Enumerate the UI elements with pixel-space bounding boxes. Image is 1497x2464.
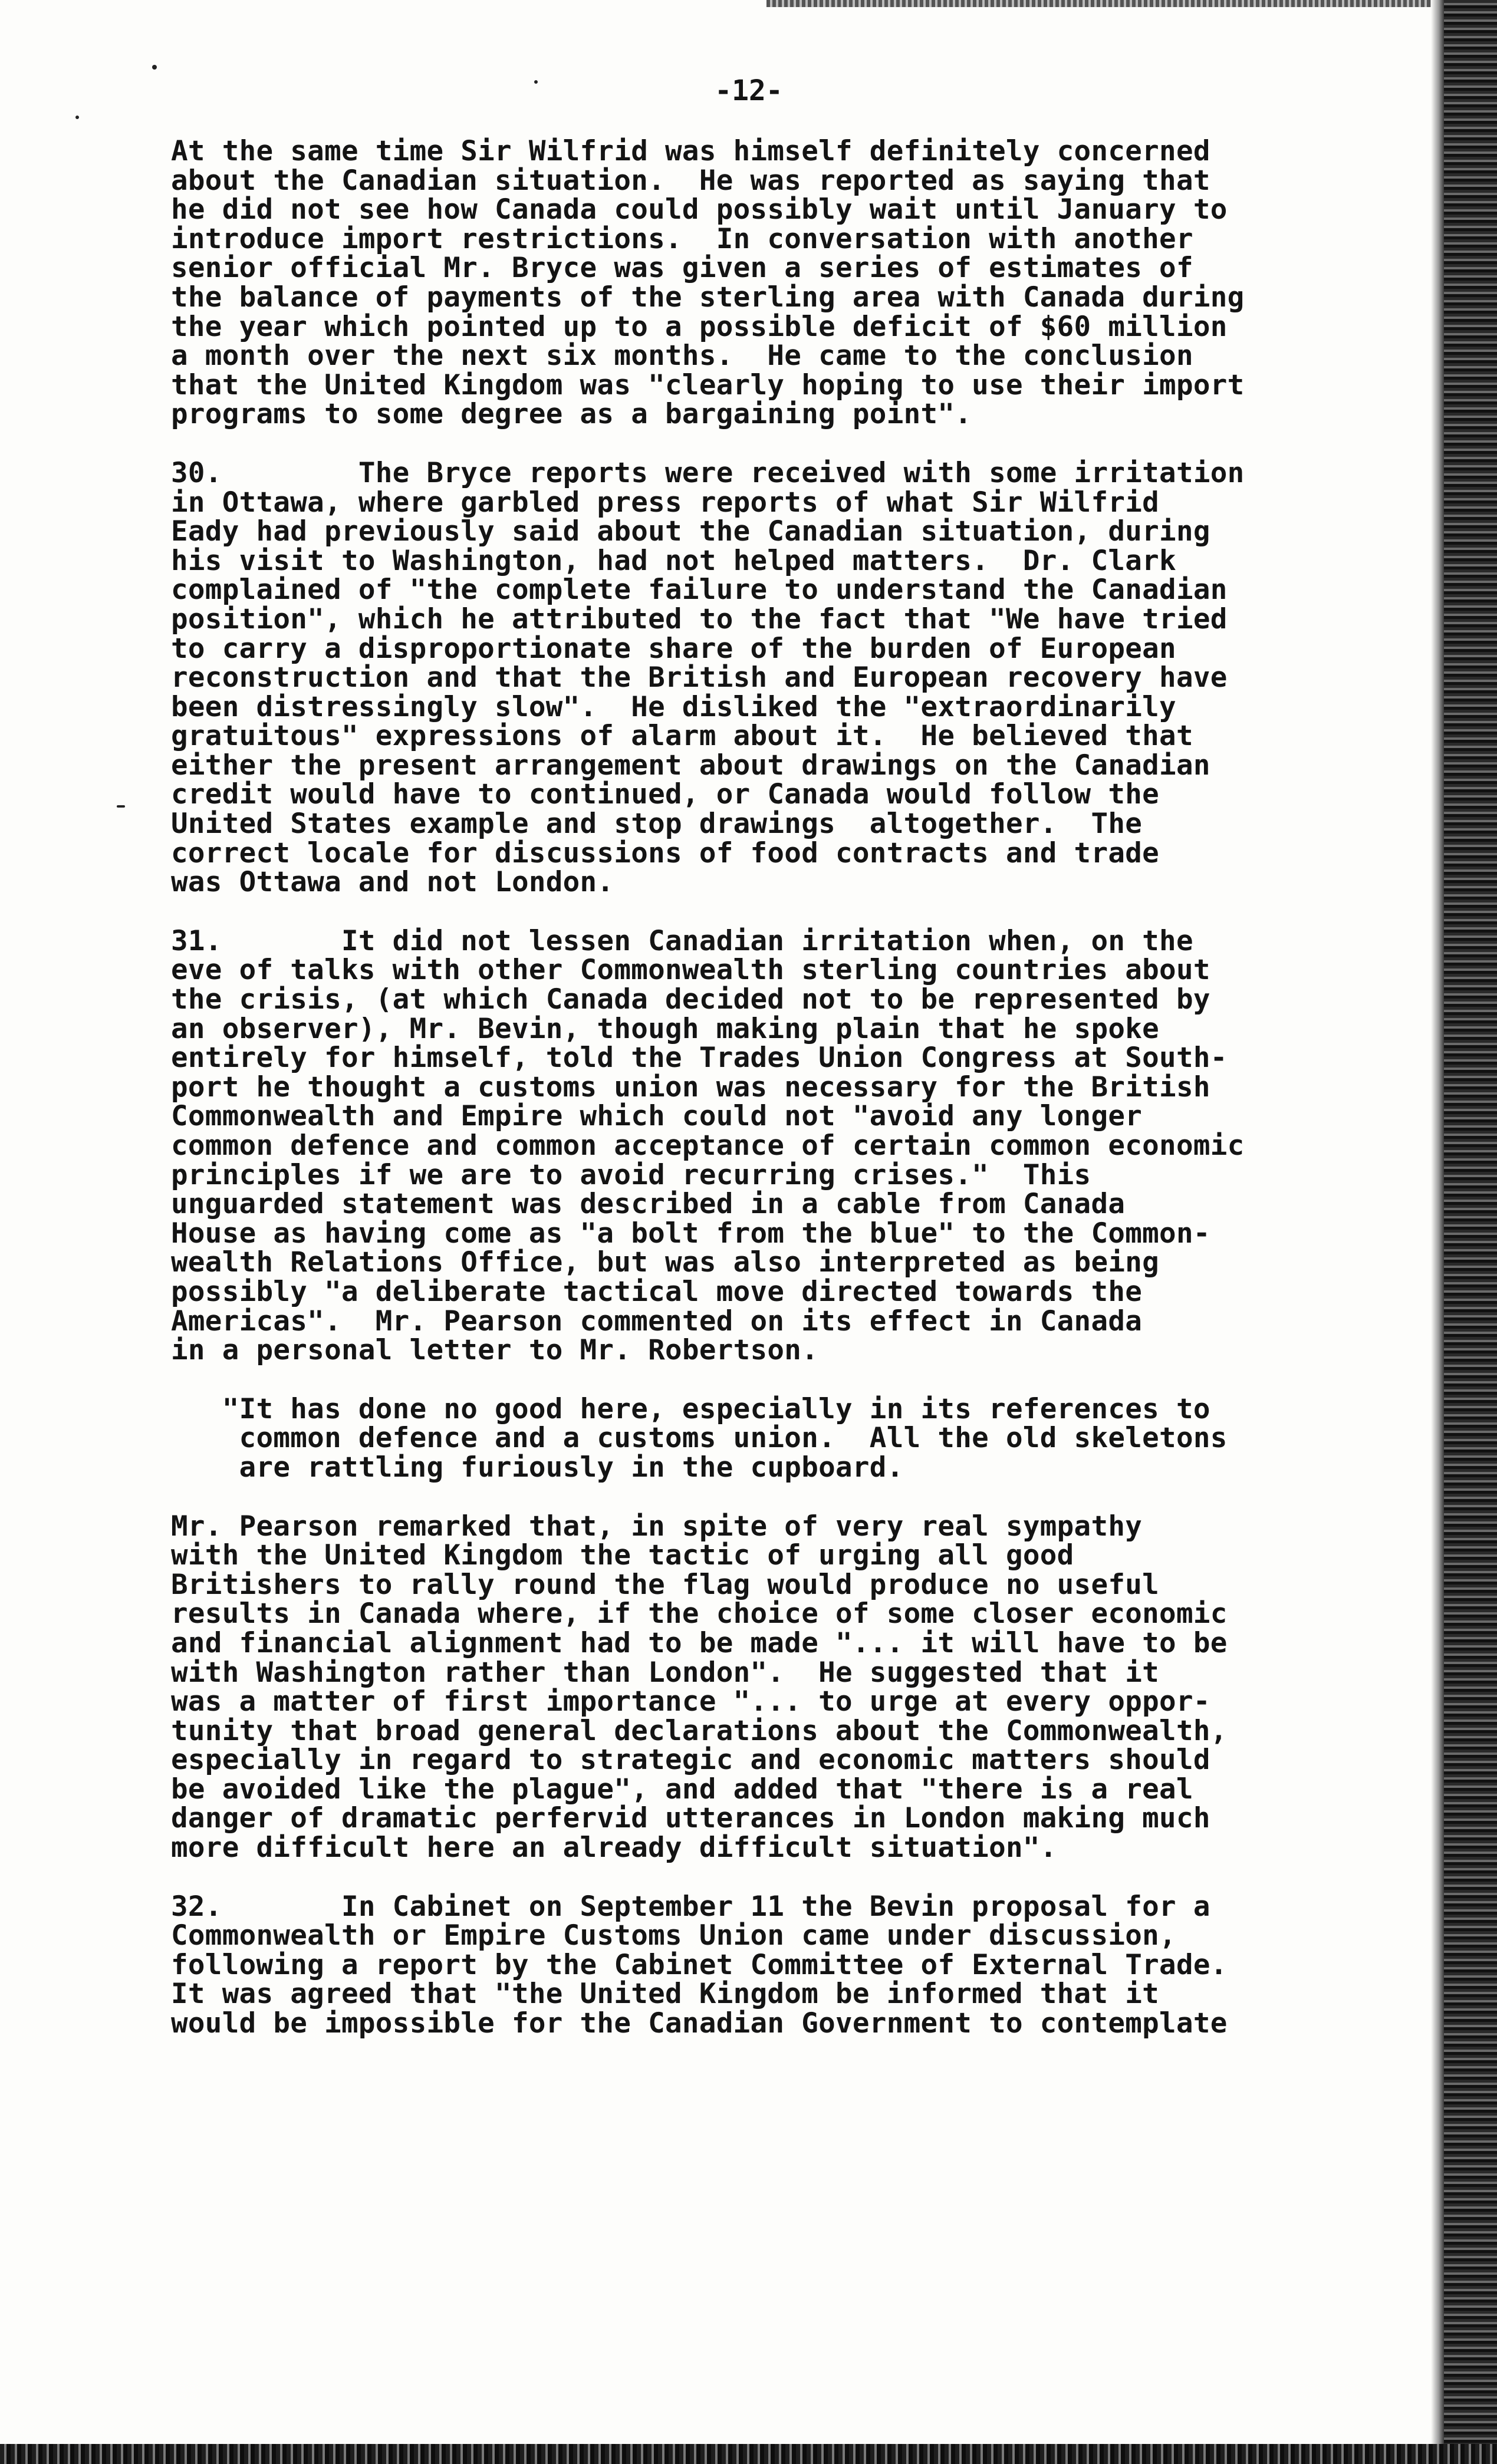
scan-speck: [534, 80, 538, 84]
paragraph-pearson: Mr. Pearson remarked that, in spite of very real sympathy with the United Kingdom the tactic of urging all good Britishers to rally round the flag would produce no useful results in Canada where, if the choice of some closer economic and financial alignment had to be made "... it will have to be with Washington rather than London". He suggested that it was a matter of first importance "... to urge at every oppor- tunity that broad general declarations about the Commonwealth, especially in regard to strategic and economic matters should be avoided like the plague", and added that "there is a real danger of dramatic perfervid utterances in London making much more difficult here an already difficult situation".: [171, 1510, 1228, 1865]
document-body: [171, 137, 1327, 2038]
scan-speck: [152, 65, 157, 70]
paragraph-31: 31. It did not lessen Canadian irritation when, on the eve of talks with other Commonwealth sterling countries about the crisis, (at which Canada decided not to be represented by an observer), Mr. Bevin, though making plain that he spoke entirely for himself, told the Trades Union Congress at South- port he thought a customs union was necessary for the British Commonwealth and Empire which could not "avoid any longer common defence and common acceptance of certain common economic principles if we are to avoid recurring crises." This unguarded statement was described in a cable from Canada House as having come as "a bolt from the blue" to the Common- wealth Relations Office, but was also interpreted as being possibly "a deliberate tactical move directed towards the Americas". Mr. Pearson commented on its effect in Canada in a personal letter to Mr. Robertson.: [171, 924, 1245, 1367]
block-quote: "It has done no good here, especially in its references to common defence and a customs union. All the old skeletons are rattling furiously in the cupboard.: [222, 1392, 1228, 1484]
scan-right-edge: [1444, 0, 1497, 2464]
scan-right-shadow: [1431, 0, 1444, 2464]
scan-speck: [75, 116, 79, 119]
scan-speck: [117, 805, 125, 808]
scan-top-edge: [766, 0, 1497, 7]
paragraph-32: 32. In Cabinet on September 11 the Bevin proposal for a Commonwealth or Empire Customs Union came under discussion, following a report by the Cabinet Committee of External Trade. It was agreed that "the United Kingdom be informed that it would be impossible for the Canadian Government to contemplate: [171, 1890, 1228, 2040]
paragraph-29: At the same time Sir Wilfrid was himself definitely concerned about the Canadian situation. He was reported as saying that he did not see how Canada could possibly wait until January to introduce import restrictions. In conversation with another senior official Mr. Bryce was given a series of estimates of the balance of payments of the sterling area with Canada during the year which pointed up to a possible deficit of $60 million a month over the next six months. He came to the conclusion that the United Kingdom was "clearly hoping to use their import programs to some degree as a bargaining point".: [171, 135, 1245, 431]
page-number: -12-: [715, 74, 783, 107]
paragraph-30: 30. The Bryce reports were received with some irritation in Ottawa, where garbled press reports of what Sir Wilfrid Eady had previously said about the Canadian situation, during his visit to Washington, had not helped matters. Dr. Clark complained of "the complete failure to understand the Canadian position", which he attributed to the fact that "We have tried to carry a disproportionate share of the burden of European reconstruction and that the British and European recovery have been distressingly slow". He disliked the "extraordinarily gratuitous" expressions of alarm about it. He believed that either the present arrangement about drawings on the Canadian credit would have to continued, or Canada would follow the United States example and stop drawings altogether. The correct locale for discussions of food contracts and trade was Ottawa and not London.: [171, 456, 1245, 899]
scan-bottom-edge: [0, 2444, 1497, 2464]
